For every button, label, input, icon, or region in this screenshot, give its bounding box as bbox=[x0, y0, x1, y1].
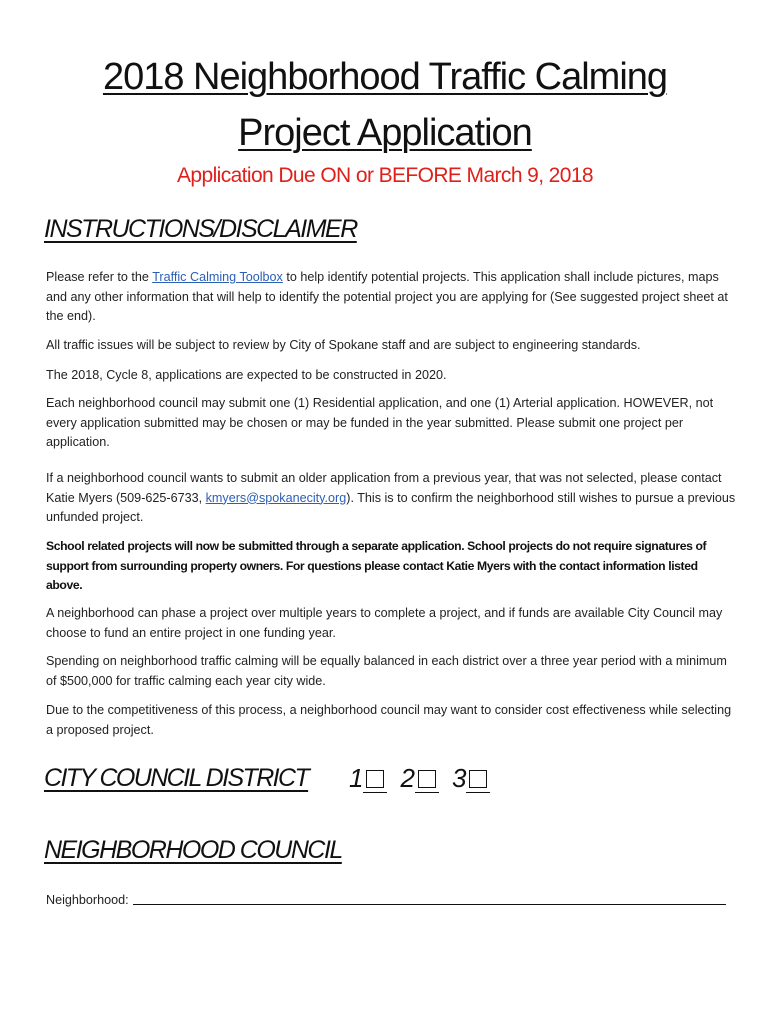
instructions-paragraph-phasing: A neighborhood can phase a project over multiple years to complete a project, and if funds are available City Council may choose to fund an entire project in one funding year. bbox=[46, 606, 723, 640]
contact-email-link[interactable]: kmyers@spokanecity.org bbox=[205, 490, 347, 505]
instructions-paragraph-competitiveness: Due to the competitiveness of this process, a neighborhood council may want to consider cost effectiveness while selecting a proposed project. bbox=[46, 703, 732, 737]
city-council-district-label: CITY COUNCIL DISTRICT bbox=[44, 763, 309, 792]
neighborhood-field-label: Neighborhood: bbox=[46, 893, 129, 907]
district-1-checkbox[interactable] bbox=[366, 770, 384, 788]
instructions-paragraph-toolbox: Please refer to the Traffic Calming Toolbox to help identify potential projects. This application shall include pictures, maps and any other information that will help to identify the potential project you are applying for (See suggested project sheet at the end). bbox=[46, 270, 728, 323]
district-number: 3 bbox=[451, 762, 467, 793]
city-council-district-row bbox=[44, 760, 503, 796]
neighborhood-council-heading: NEIGHBORHOOD COUNCIL bbox=[44, 836, 342, 864]
neighborhood-field-row bbox=[46, 890, 726, 907]
neighborhood-input-line[interactable] bbox=[133, 890, 726, 905]
district-2-checkbox[interactable] bbox=[418, 770, 436, 788]
instructions-paragraph-review: All traffic issues will be subject to review by City of Spokane staff and are subject to engineering standards. bbox=[46, 338, 641, 352]
district-option-1 bbox=[349, 763, 384, 794]
page-title-line-1: 2018 Neighborhood Traffic Calming bbox=[102, 56, 668, 98]
due-date-notice: Application Due ON or BEFORE March 9, 2018 bbox=[177, 164, 593, 187]
instructions-paragraph-submission-limit: Each neighborhood council may submit one (1) Residential application, and one (1) Arterial application. HOWEVER, not every application submitted may be chosen or may be funded in the year submitted. Please submit one project per application. bbox=[46, 396, 714, 449]
district-option-2 bbox=[400, 763, 435, 794]
page-title-line-2: Project Application bbox=[238, 112, 532, 154]
district-option-3 bbox=[452, 763, 487, 794]
instructions-paragraph-older-application: If a neighborhood council wants to submit an older application from a previous year, that was not selected, please contact Katie Myers (509-625-6733, kmyers@spokanecity.org). This is to confirm the neighborhood still wishes to pursue a previous unfunded project. bbox=[46, 471, 736, 524]
instructions-paragraph-school-projects: School related projects will now be submitted through a separate application. School projects do not require signatures of support from surrounding property owners. For questions please contact Katie Myers with the contact information listed above. bbox=[46, 539, 707, 592]
instructions-paragraph-spending: Spending on neighborhood traffic calming will be equally balanced in each district over a three year period with a minimum of $500,000 for traffic calming each year city wide. bbox=[46, 654, 727, 688]
district-number: 2 bbox=[400, 762, 415, 793]
district-number: 1 bbox=[349, 762, 364, 793]
traffic-calming-toolbox-link[interactable]: Traffic Calming Toolbox bbox=[152, 270, 283, 284]
district-3-checkbox[interactable] bbox=[469, 770, 487, 788]
instructions-heading: INSTRUCTIONS/DISCLAIMER bbox=[44, 215, 357, 243]
instructions-paragraph-schedule: The 2018, Cycle 8, applications are expected to be constructed in 2020. bbox=[46, 368, 447, 382]
